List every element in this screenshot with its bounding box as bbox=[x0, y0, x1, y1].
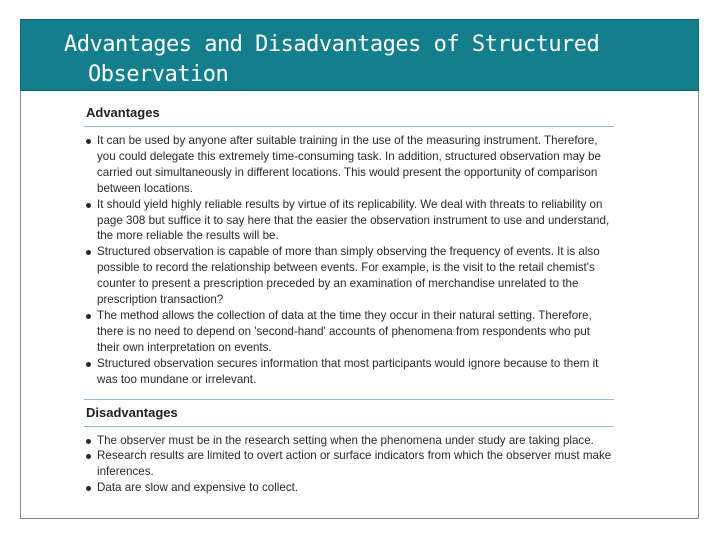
disadvantage-item bbox=[84, 448, 614, 480]
bullet-icon bbox=[86, 454, 91, 459]
advantages-heading: Advantages bbox=[84, 100, 614, 127]
advantage-item bbox=[84, 356, 614, 388]
slide-title-line-1: Advantages and Disadvantages of Structured bbox=[64, 32, 600, 57]
disadvantages-heading: Disadvantages bbox=[84, 399, 614, 427]
bullet-icon bbox=[86, 139, 91, 144]
content-box bbox=[84, 100, 614, 500]
disadvantage-text: Data are slow and expensive to collect. bbox=[97, 481, 299, 495]
advantage-text: It can be used by anyone after suitable training in the use of the measuring instrument. Therefore, you could delegate this extremely time-consuming task. In addition, structured observation may be carried out simultaneously in different locations. This would present the opportunity of comparison between locations. bbox=[97, 134, 601, 195]
advantage-text: It should yield highly reliable results by virtue of its replicability. We deal with threats to reliability on page 308 but suffice it to say here that the easier the observation instrument to use and understand, the more reliable the results will be. bbox=[97, 197, 610, 243]
bullet-icon bbox=[86, 250, 91, 255]
advantage-text: The method allows the collection of data at the time they occur in their natural setting. Therefore, there is no need to depend on 'second-hand' accounts of phenomena from respondents who put their own interpretation on events. bbox=[97, 308, 592, 354]
advantage-text: Structured observation is capable of more than simply observing the frequency of events. It is also possible to record the relationship between events. For example, is the visit to the retail chemist's counter to present a prescription preceded by an examination of merchandise unrelated to the prescription transaction? bbox=[97, 245, 600, 307]
title-bar bbox=[20, 19, 699, 91]
advantage-text: Structured observation secures information that most participants would ignore because to them it was too mundane or irrelevant. bbox=[97, 356, 599, 386]
disadvantages-list bbox=[84, 427, 614, 501]
disadvantage-item bbox=[84, 480, 614, 496]
bullet-icon bbox=[86, 314, 91, 319]
advantage-item bbox=[84, 197, 614, 245]
advantage-item bbox=[84, 308, 614, 356]
bullet-icon bbox=[86, 203, 91, 208]
disadvantage-item bbox=[84, 433, 614, 449]
bullet-icon bbox=[86, 362, 91, 367]
disadvantage-text: Research results are limited to overt action or surface indicators from which the observer must make inferences. bbox=[97, 449, 612, 479]
disadvantage-text: The observer must be in the research setting when the phenomena under study are taking place. bbox=[97, 433, 594, 447]
bullet-icon bbox=[86, 486, 91, 491]
advantages-list bbox=[84, 127, 614, 392]
slide-title-line-2: Observation bbox=[88, 62, 229, 87]
slide-title bbox=[64, 30, 684, 90]
advantage-item bbox=[84, 244, 614, 308]
bullet-icon bbox=[86, 439, 91, 444]
advantage-item bbox=[84, 133, 614, 197]
